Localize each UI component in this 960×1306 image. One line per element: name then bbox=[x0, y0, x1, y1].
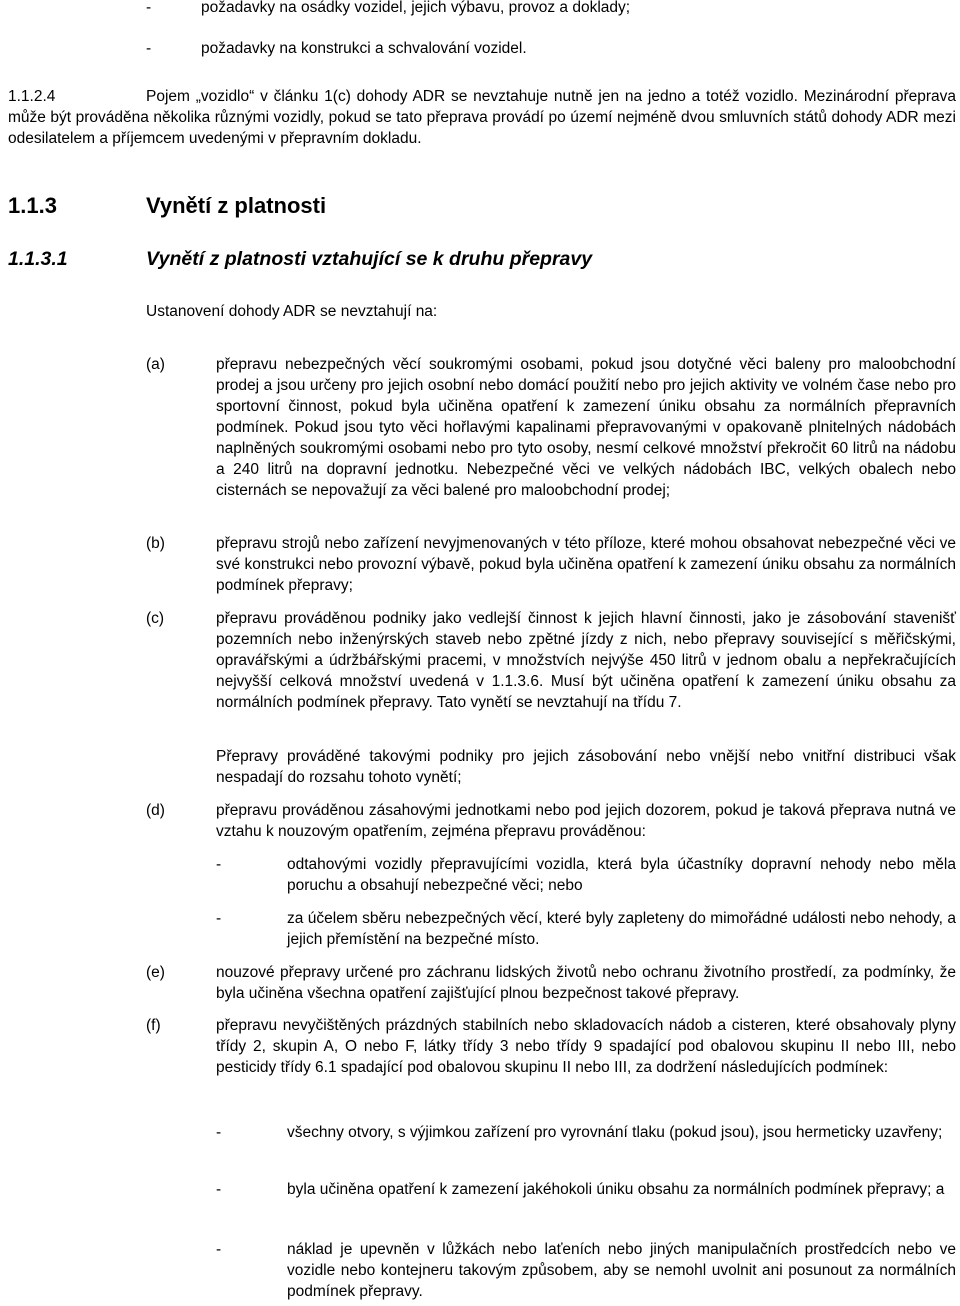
dash-marker: - bbox=[216, 1181, 222, 1198]
item-label: (b) bbox=[146, 535, 165, 552]
dash-marker: - bbox=[146, 0, 152, 16]
dash-marker: - bbox=[216, 1241, 222, 1258]
section-number: 1.1.2.4 bbox=[8, 88, 56, 105]
list-item: požadavky na osádky vozidel, jejich výbavu, provoz a doklady; bbox=[201, 0, 631, 16]
list-item: požadavky na konstrukci a schvalování vozidel. bbox=[201, 40, 527, 57]
subsection-heading: Vynětí z platnosti vztahující se k druhu přepravy bbox=[146, 248, 593, 270]
sub-item: byla učiněna opatření k zamezení jakéhokoli úniku obsahu za normálních podmínek přepravy; a bbox=[287, 1181, 945, 1198]
paragraph-1-1-2-4 bbox=[8, 86, 956, 149]
paragraph-text: Pojem „vozidlo“ v článku 1(c) dohody ADR se nevztahuje nutně jen na jedno a totéž vozidlo. Mezinárodní přeprava může být prováděna několika různými vozidly, pokud se tato přeprava provádí po území nejméně dvou smluvních států dohody ADR mezi odesilatelem a příjemcem uvedenými v přepravním dokladu. bbox=[8, 88, 956, 147]
dash-marker: - bbox=[146, 40, 152, 57]
sub-item: všechny otvory, s výjimkou zařízení pro vyrovnání tlaku (pokud jsou), jsou hermeticky uzavřeny; bbox=[287, 1124, 943, 1141]
item-c-text: přepravu prováděnou podniky jako vedlejší činnost k jejich hlavní činnosti, jako je zásobování stavenišť pozemních nebo inženýrských staveb nebo zpětné jízdy z nich, nebo přepravy související s měřičskými, opravářskými a údržbářskými pracemi, v množstvích nejvýše 450 litrů v jednom obalu a nepřekračujících nejvyšší celková množství uvedená v 1.1.3.6. Musí být učiněna opatření k zamezení úniku obsahu za normálních podmínek přepravy. Tato vynětí se nevztahují na třídu 7. bbox=[216, 610, 956, 711]
sub-item: za účelem sběru nebezpečných věcí, které byly zapleteny do mimořádné události nebo nehody, a jejich přemístění na bezpečné místo. bbox=[287, 910, 956, 948]
item-label: (e) bbox=[146, 964, 165, 981]
item-label: (a) bbox=[146, 356, 165, 373]
dash-marker: - bbox=[216, 856, 222, 873]
dash-marker: - bbox=[216, 910, 222, 927]
item-d-text: přepravu prováděnou zásahovými jednotkami nebo pod jejich dozorem, pokud je taková přeprava nutná ve vztahu k nouzovým opatřením, zejména přepravu prováděnou: bbox=[216, 802, 956, 840]
section-number: 1.1.3.1 bbox=[8, 248, 68, 270]
intro-text: Ustanovení dohody ADR se nevztahují na: bbox=[146, 303, 438, 320]
section-heading: Vynětí z platnosti bbox=[146, 193, 327, 218]
item-label: (d) bbox=[146, 802, 165, 819]
item-f-text: přepravu nevyčištěných prázdných stabilních nebo skladovacích nádob a cisteren, které obsahovaly plyny třídy 2, skupin A, O nebo F, látky třídy 3 nebo třídy 9 spadající pod obalovou skupinu II nebo III, nebo pesticidy třídy 6.1 spadající pod obalovou skupinu II nebo III, za dodržení následujících podmínek: bbox=[216, 1017, 956, 1076]
item-e-text: nouzové přepravy určené pro záchranu lidských životů nebo ochranu životního prostředí, za podmínky, že byla učiněna všechna opatření zajišťující plnou bezpečnost takové přepravy. bbox=[216, 964, 956, 1002]
dash-marker: - bbox=[216, 1124, 222, 1141]
item-a-text: přepravu nebezpečných věcí soukromými osobami, pokud jsou dotyčné věci baleny pro maloobchodní prodej a jsou určeny pro jejich osobní nebo domácí použití nebo pro jejich aktivity ve volném čase nebo pro sportovní činnost, pokud byla učiněna opatření k zamezení úniku obsahu za normálních přepravních podmínek. Pokud jsou tyto věci hořlavými kapalinami přepravovanými v opakovaně plnitelných nádobách naplněných soukromými osobami nebo pro tyto osoby, nesmí celkové množství překročit 60 litrů na nádobu a 240 litrů na dopravní jednotku. Nebezpečné věci ve velkých nádobách IBC, velkých obalech nebo cisternách se nepovažují za věci balené pro maloobchodní prodej; bbox=[216, 356, 956, 499]
sub-item: odtahovými vozidly přepravujícími vozidla, která byla účastníky dopravní nehody nebo měla poruchu a obsahují nebezpečné věci; nebo bbox=[287, 856, 956, 894]
item-label: (c) bbox=[146, 610, 165, 627]
section-number: 1.1.3 bbox=[8, 193, 57, 218]
item-b-text: přepravu strojů nebo zařízení nevyjmenovaných v této příloze, které mohou obsahovat nebezpečné věci ve své konstrukci nebo provozní výbavě, pokud byla učiněna opatření k zamezení úniku obsahu za normálních podmínek přepravy; bbox=[216, 535, 956, 594]
sub-item: náklad je upevněn v lůžkách nebo laťeních nebo jiných manipulačních prostředcích nebo ve vozidle nebo kontejneru takovým způsobem, aby se nemohl uvolnit ani posunout za normálních podmínek přepravy. bbox=[287, 1241, 956, 1300]
item-c-extra: Přepravy prováděné takovými podniky pro jejich zásobování nebo vnější nebo vnitřní distribuci však nespadají do rozsahu tohoto vynětí; bbox=[216, 748, 956, 786]
item-label: (f) bbox=[146, 1017, 161, 1034]
